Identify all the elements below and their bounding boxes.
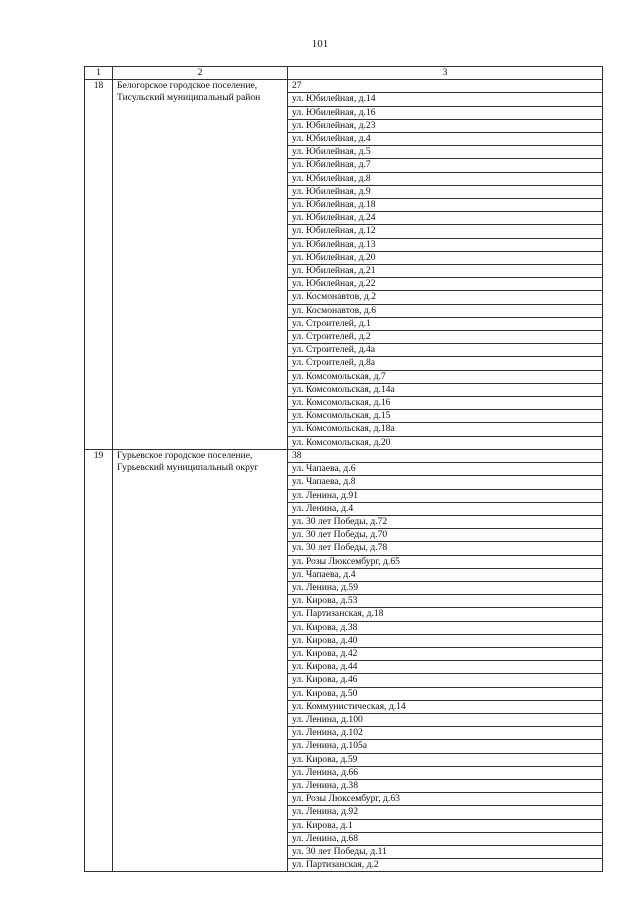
address-cell: ул. Партизанская, д.2 (288, 859, 603, 872)
address-cell: ул. Юбилейная, д.24 (288, 212, 603, 225)
settlement-line: Тисульский муниципальный район (117, 92, 261, 104)
page-number: 101 (311, 38, 329, 50)
address-cell: ул. Комсомольская, д.15 (288, 410, 603, 423)
address-cell: ул. Ленина, д.38 (288, 779, 603, 792)
address-cell: ул. 30 лет Победы, д.78 (288, 542, 603, 555)
address-cell: ул. Кирова, д.50 (288, 687, 603, 700)
address-cell: ул. 30 лет Победы, д.72 (288, 515, 603, 528)
address-cell: ул. Юбилейная, д.23 (288, 119, 603, 132)
address-cell: ул. Кирова, д.38 (288, 621, 603, 634)
address-cell: ул. Кирова, д.53 (288, 595, 603, 608)
address-cell: ул. 30 лет Победы, д.11 (288, 845, 603, 858)
address-cell: ул. Космонавтов, д.6 (288, 304, 603, 317)
address-cell: ул. Юбилейная, д.5 (288, 146, 603, 159)
address-cell: ул. Коммунистическая, д.14 (288, 700, 603, 713)
address-cell: ул. Юбилейная, д.20 (288, 251, 603, 264)
address-cell: ул. Розы Люксембург, д.63 (288, 793, 603, 806)
header-col-1: 1 (85, 67, 113, 80)
address-cell: ул. Юбилейная, д.13 (288, 238, 603, 251)
address-cell: ул. Кирова, д.1 (288, 819, 603, 832)
address-cell: ул. Чапаева, д.8 (288, 476, 603, 489)
address-cell: ул. Розы Люксембург, д.65 (288, 555, 603, 568)
address-cell: ул. Комсомольская, д.18а (288, 423, 603, 436)
row-number: 19 (85, 449, 113, 872)
address-count: 38 (288, 449, 603, 462)
address-cell: ул. Комсомольская, д.14а (288, 383, 603, 396)
address-cell: ул. Космонавтов, д.2 (288, 291, 603, 304)
settlement-line: Гурьевский муниципальный округ (117, 462, 259, 474)
address-cell: ул. Кирова, д.44 (288, 661, 603, 674)
address-cell: ул. Ленина, д.4 (288, 502, 603, 515)
address-cell: ул. Чапаева, д.6 (288, 463, 603, 476)
address-cell: ул. Строителей, д.1 (288, 317, 603, 330)
address-cell: ул. Чапаева, д.4 (288, 568, 603, 581)
address-cell: ул. Юбилейная, д.16 (288, 106, 603, 119)
address-cell: ул. Кирова, д.59 (288, 753, 603, 766)
address-cell: ул. Кирова, д.40 (288, 634, 603, 647)
address-cell: ул. Ленина, д.59 (288, 581, 603, 594)
address-cell: ул. Ленина, д.68 (288, 832, 603, 845)
table-header-row (85, 67, 603, 80)
address-cell: ул. Комсомольская, д.20 (288, 436, 603, 449)
address-cell: ул. Ленина, д.100 (288, 713, 603, 726)
address-cell: ул. 30 лет Победы, д.70 (288, 529, 603, 542)
address-cell: ул. Ленина, д.66 (288, 766, 603, 779)
address-count: 27 (288, 80, 603, 93)
address-cell: ул. Кирова, д.42 (288, 647, 603, 660)
address-cell: ул. Ленина, д.102 (288, 727, 603, 740)
address-cell: ул. Кирова, д.46 (288, 674, 603, 687)
address-cell: ул. Строителей, д.4а (288, 344, 603, 357)
address-cell: ул. Партизанская, д.18 (288, 608, 603, 621)
address-cell: ул. Строителей, д.8а (288, 357, 603, 370)
settlement-name (113, 80, 288, 450)
address-cell: ул. Строителей, д.2 (288, 331, 603, 344)
settlement-name (113, 449, 288, 872)
settlement-line: Гурьевское городское поселение, (117, 449, 253, 461)
row-number: 18 (85, 80, 113, 450)
table-row (85, 449, 603, 462)
address-cell: ул. Юбилейная, д.22 (288, 278, 603, 291)
address-cell: ул. Юбилейная, д.9 (288, 185, 603, 198)
address-cell: ул. Юбилейная, д.8 (288, 172, 603, 185)
table-row (85, 80, 603, 93)
header-col-3: 3 (288, 67, 603, 80)
settlement-line: Белогорское городское поселение, (117, 80, 258, 92)
address-cell: ул. Юбилейная, д.7 (288, 159, 603, 172)
address-cell: ул. Юбилейная, д.4 (288, 133, 603, 146)
header-col-2: 2 (113, 67, 288, 80)
address-cell: ул. Комсомольская, д.16 (288, 397, 603, 410)
address-cell: ул. Ленина, д.105а (288, 740, 603, 753)
address-table (84, 66, 603, 872)
address-cell: ул. Юбилейная, д.18 (288, 199, 603, 212)
address-cell: ул. Юбилейная, д.14 (288, 93, 603, 106)
address-cell: ул. Ленина, д.92 (288, 806, 603, 819)
address-cell: ул. Юбилейная, д.12 (288, 225, 603, 238)
address-cell: ул. Ленина, д.91 (288, 489, 603, 502)
address-cell: ул. Юбилейная, д.21 (288, 265, 603, 278)
address-cell: ул. Комсомольская, д.7 (288, 370, 603, 383)
